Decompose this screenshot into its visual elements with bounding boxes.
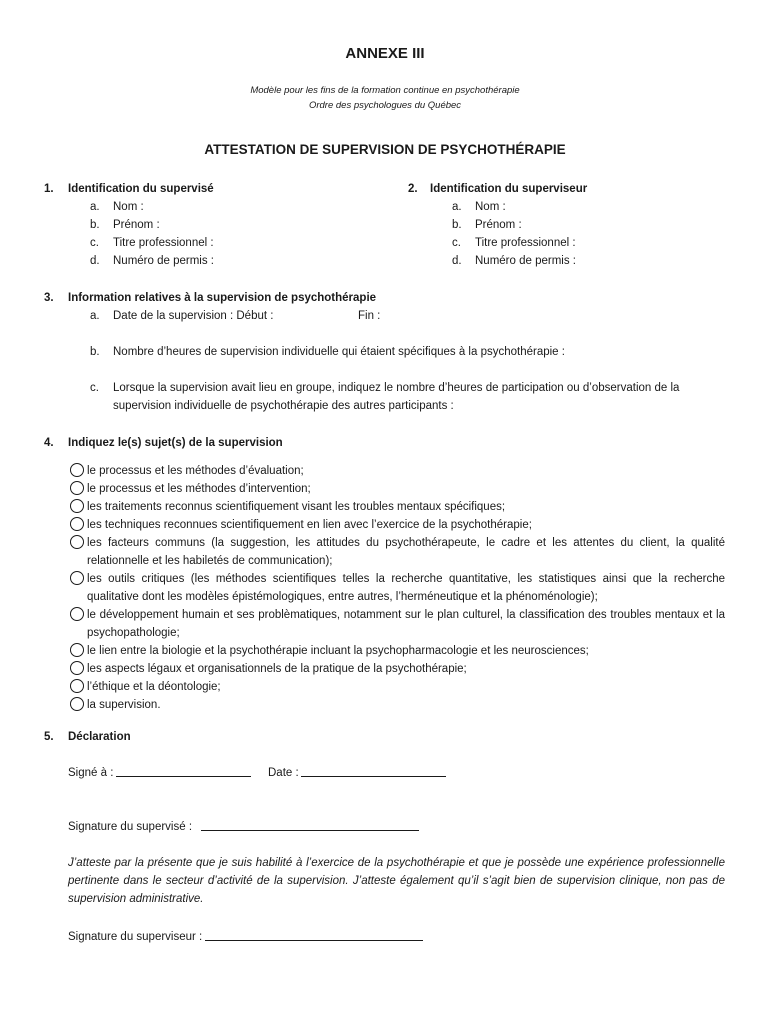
topic-label: l’éthique et la déontologie; xyxy=(87,681,221,693)
s2-prenom-label: Prénom : xyxy=(475,219,522,231)
topic-item xyxy=(70,462,725,480)
topic-checkbox[interactable] xyxy=(70,679,84,693)
s2-nom-label: Nom : xyxy=(475,201,506,213)
subtitle-line1: Modèle pour les fins de la formation continue en psychothérapie xyxy=(250,85,520,96)
topic-checkbox[interactable] xyxy=(70,517,84,531)
topic-checkbox[interactable] xyxy=(70,571,84,585)
s3a-date-label: Date de la supervision : Début : xyxy=(113,310,274,322)
topic-item xyxy=(70,696,725,714)
topic-label: les facteurs communs (la suggestion, les attitudes du psychothérapeute, le cadre et les attentes du client, la qualité relationnelle et les habiletés de communication); xyxy=(87,537,725,567)
s2-permis-label: Numéro de permis : xyxy=(475,255,576,267)
topic-item xyxy=(70,534,725,570)
topic-label: le processus et les méthodes d’évaluation; xyxy=(87,465,304,477)
sig-superviseur-field[interactable] xyxy=(205,929,423,941)
section4-number: 4. xyxy=(44,437,54,449)
section5-heading: Déclaration xyxy=(68,731,131,743)
topic-label: les techniques reconnues scientifiquement en lien avec l’exercice de la psychothérapie; xyxy=(87,519,532,531)
s3c-line1: Lorsque la supervision avait lieu en groupe, indiquez le nombre d’heures de participation ou d’observation de la xyxy=(113,382,680,394)
section5-number: 5. xyxy=(44,731,54,743)
s2-field-letter: a. xyxy=(452,201,462,213)
topic-label: le processus et les méthodes d’intervention; xyxy=(87,483,311,495)
s3a-fin-label: Fin : xyxy=(358,310,381,322)
signe-a-field[interactable] xyxy=(116,765,251,777)
topic-item xyxy=(70,570,725,606)
topic-checkbox[interactable] xyxy=(70,499,84,513)
s2-field-letter: d. xyxy=(452,255,462,267)
section2-number: 2. xyxy=(408,183,418,195)
topic-label: les outils critiques (les méthodes scientifiques telles la recherche quantitative, les statistiques ainsi que la recherche qualitative dont les modèles épistémologiques, entre autres, l’herméneutique et la phénoménologie); xyxy=(87,573,725,603)
topic-checkbox[interactable] xyxy=(70,661,84,675)
section4-heading: Indiquez le(s) sujet(s) de la supervision xyxy=(68,437,283,449)
section3-number: 3. xyxy=(44,292,54,304)
s2-titre-label: Titre professionnel : xyxy=(475,237,576,249)
topic-checkbox[interactable] xyxy=(70,643,84,657)
section1-number: 1. xyxy=(44,183,54,195)
s1-field-letter: d. xyxy=(90,255,100,267)
s1-prenom-label: Prénom : xyxy=(113,219,160,231)
sig-supervise-field[interactable] xyxy=(201,819,419,831)
s2-field-letter: b. xyxy=(452,219,462,231)
topic-item xyxy=(70,498,725,516)
s3c-letter: c. xyxy=(90,382,99,394)
s1-titre-label: Titre professionnel : xyxy=(113,237,214,249)
annexe-heading: ANNEXE III xyxy=(345,45,425,62)
attestation-text: J’atteste par la présente que je suis habilité à l’exercice de la psychothérapie et que je possède une expérience professionnelle pertinente dans le secteur d’activité de la supervision. J’atteste également qu’il s’agit bien de supervision clinique, non pas de supervision administrative. xyxy=(68,857,725,905)
section3-heading: Information relatives à la supervision de psychothérapie xyxy=(68,292,377,304)
s1-permis-label: Numéro de permis : xyxy=(113,255,214,267)
signe-a-label: Signé à : xyxy=(68,767,114,779)
topic-checkbox[interactable] xyxy=(70,607,84,621)
topic-label: le développement humain et ses problèmatiques, notamment sur le plan culturel, la classification des troubles mentaux et la psychopathologie; xyxy=(87,609,725,639)
topic-checkbox[interactable] xyxy=(70,463,84,477)
date-field[interactable] xyxy=(301,765,446,777)
date-label: Date : xyxy=(268,767,299,779)
sig-superviseur-label: Signature du superviseur : xyxy=(68,931,203,943)
s2-field-letter: c. xyxy=(452,237,461,249)
s1-field-letter: a. xyxy=(90,201,100,213)
s1-nom-label: Nom : xyxy=(113,201,144,213)
s3b-letter: b. xyxy=(90,346,100,358)
topic-item xyxy=(70,516,725,534)
topic-checkbox[interactable] xyxy=(70,481,84,495)
topic-label: le lien entre la biologie et la psychothérapie incluant la psychopharmacologie et les neurosciences; xyxy=(87,645,589,657)
topic-checkbox[interactable] xyxy=(70,535,84,549)
page-title: ATTESTATION DE SUPERVISION DE PSYCHOTHÉRAPIE xyxy=(204,142,566,157)
s1-field-letter: c. xyxy=(90,237,99,249)
topic-checkbox[interactable] xyxy=(70,697,84,711)
topic-item xyxy=(70,660,725,678)
s1-field-letter: b. xyxy=(90,219,100,231)
topic-item xyxy=(70,480,725,498)
sig-supervise-label: Signature du supervisé : xyxy=(68,821,193,833)
topic-item xyxy=(70,642,725,660)
section1-heading: Identification du supervisé xyxy=(68,183,214,195)
s3b-label: Nombre d’heures de supervision individuelle qui étaient spécifiques à la psychothérapie : xyxy=(113,346,565,358)
s3c-line2: supervision individuelle de psychothérapie des autres participants : xyxy=(113,400,454,412)
topic-item xyxy=(70,678,725,696)
topic-item xyxy=(70,606,725,642)
topic-label: la supervision. xyxy=(87,699,161,711)
topic-label: les traitements reconnus scientifiquement visant les troubles mentaux spécifiques; xyxy=(87,501,506,513)
subtitle-line2: Ordre des psychologues du Québec xyxy=(308,100,462,111)
topic-label: les aspects légaux et organisationnels de la pratique de la psychothérapie; xyxy=(87,663,467,675)
section2-heading: Identification du superviseur xyxy=(430,183,588,195)
s3a-letter: a. xyxy=(90,310,100,322)
